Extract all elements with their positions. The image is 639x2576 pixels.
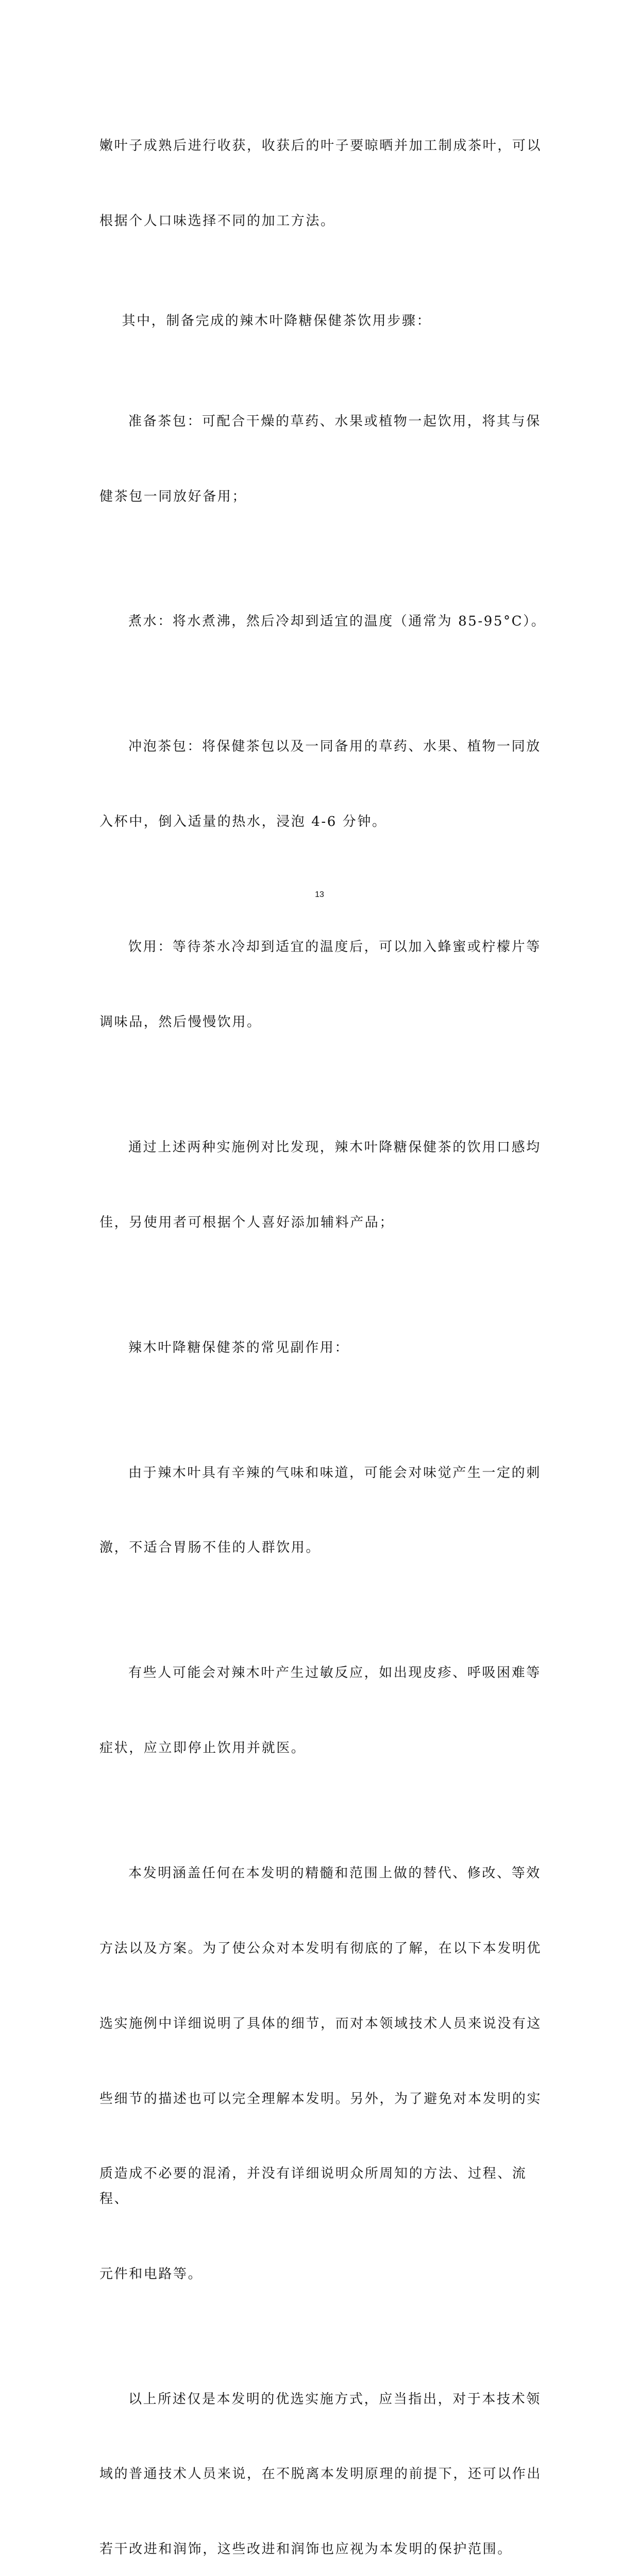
- paragraph: [99, 1811, 548, 2336]
- paragraph: [99, 359, 548, 560]
- text-line: 元件和电路等。: [99, 2266, 203, 2282]
- text-line: 健茶包一同放好备用；: [99, 488, 247, 504]
- text-line: 嫩叶子成熟后进行收获，收获后的叶子要晾晒并加工制成茶叶，可以: [99, 138, 542, 154]
- paragraph: [99, 284, 548, 359]
- text-line: 激，不适合胃肠不佳的人群饮用。: [99, 1540, 321, 1556]
- paragraph: [99, 83, 548, 284]
- text-line: 若干改进和润饰，这些改进和润饰也应视为本发明的保护范围。: [99, 2541, 512, 2557]
- text-line: 方法以及方案。为了使公众对本发明有彻底的了解，在以下本发明优: [99, 1940, 542, 1956]
- text-line: 饮用：等待茶水冷却到适宜的温度后，可以加入蜂蜜或柠檬片等: [128, 939, 541, 955]
- text-line: 调味品，然后慢慢饮用。: [99, 1014, 262, 1030]
- text-line: 有些人可能会对辣木叶产生过敏反应，如出现皮疹、呼吸困难等: [128, 1665, 541, 1681]
- text-line: 佳，另使用者可根据个人喜好添加辅料产品；: [99, 1214, 395, 1230]
- paragraph: [99, 1085, 548, 1285]
- text-line: 辣木叶降糖保健茶的常见副作用：: [128, 1340, 350, 1355]
- text-line: 症状，应立即停止饮用并就医。: [99, 1740, 306, 1756]
- text-line: 以上所述仅是本发明的优选实施方式，应当指出，对于本技术领: [128, 2391, 541, 2407]
- paragraph: [99, 1611, 548, 1811]
- page-number: 13: [315, 890, 324, 899]
- text-line: 质造成不必要的混淆，并没有详细说明众所周知的方法、过程、流程、: [99, 2166, 527, 2207]
- paragraph: [99, 559, 548, 684]
- paragraph: [99, 2336, 548, 2576]
- text-line: 煮水：将水煮沸，然后冷却到适宜的温度（通常为 85-95°C）。: [128, 614, 546, 630]
- text-line: 根据个人口味选择不同的加工方法。: [99, 213, 335, 229]
- text-line: 选实施例中详细说明了具体的细节，而对本领域技术人员来说没有这: [99, 2015, 542, 2031]
- paragraph: [99, 1410, 548, 1611]
- text-line: 入杯中，倒入适量的热水，浸泡 4-6 分钟。: [99, 814, 387, 830]
- text-line: 其中，制备完成的辣木叶降糖保健茶饮用步骤：: [122, 313, 432, 329]
- text-line: 冲泡茶包：将保健茶包以及一同备用的草药、水果、植物一同放: [128, 739, 541, 755]
- text-line: 域的普通技术人员来说，在不脱离本发明原理的前提下，还可以作出: [99, 2466, 542, 2482]
- text-line: 本发明涵盖任何在本发明的精髓和范围上做的替代、修改、等效: [128, 1866, 541, 1882]
- paragraph: [99, 684, 548, 885]
- paragraph: [99, 1285, 548, 1411]
- text-line: 由于辣木叶具有辛辣的气味和味道，可能会对味觉产生一定的刺: [128, 1465, 541, 1481]
- text-line: 准备茶包：可配合干燥的草药、水果或植物一起饮用，将其与保: [128, 413, 541, 429]
- paragraph: [99, 885, 548, 1085]
- document-body: [99, 83, 548, 2576]
- text-line: 些细节的描述也可以完全理解本发明。另外，为了避免对本发明的实: [99, 2091, 542, 2107]
- text-line: 通过上述两种实施例对比发现，辣木叶降糖保健茶的饮用口感均: [128, 1139, 541, 1155]
